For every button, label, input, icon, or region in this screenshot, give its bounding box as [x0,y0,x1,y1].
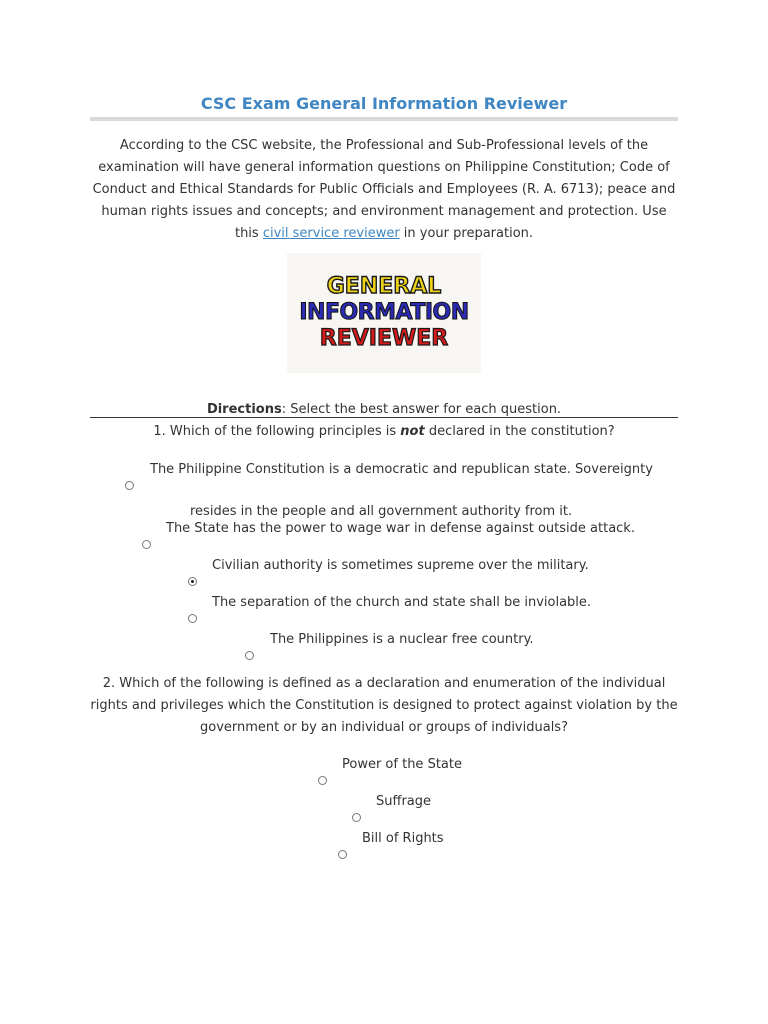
general-information-reviewer-logo [287,253,481,373]
q1-option-1-label-line2: resides in the people and all government authority from it. [190,504,573,519]
intro-paragraph [90,135,678,245]
intro-text: According to the CSC website, the Professional and Sub-Professional levels of the examination will have general information questions on Philippine Constitution; Code of Conduct and Ethical Standards for Public Officials and Employees (R. A. 6713); peace and human rights issues and concepts; and environment management and protection. Use this [92,138,676,241]
q1-option-2-radio[interactable] [142,540,151,549]
q2-option-2-radio[interactable] [352,813,361,822]
directions [0,402,768,417]
q1-option-2-label: The State has the power to wage war in defense against outside attack. [166,521,635,536]
question-1-suffix: declared in the constitution? [424,424,615,439]
logo-line-general: GENERAL [326,274,442,300]
logo-line-information: INFORMATION [299,300,469,326]
directions-divider [90,417,678,418]
q1-option-3-label: Civilian authority is sometimes supreme over the military. [212,558,589,573]
civil-service-reviewer-link[interactable]: civil service reviewer [262,226,400,241]
question-1-text [90,421,678,443]
q2-option-1-radio[interactable] [318,776,327,785]
directions-label: Directions [206,402,282,417]
q2-option-3-radio[interactable] [338,850,347,859]
question-1-emphasis: not [400,424,425,439]
q1-option-5-label: The Philippines is a nuclear free country. [270,632,534,647]
q2-option-2-label: Suffrage [376,794,432,809]
q1-option-1-radio[interactable] [125,481,134,490]
q1-option-4-label: The separation of the church and state shall be inviolable. [212,595,592,610]
title-divider [90,117,678,121]
question-2-text: 2. Which of the following is defined as a declaration and enumeration of the individual rights and privileges which the Constitution is designed to protect against violation by the government or by an individual or groups of individuals? [90,676,678,735]
q2-option-1-label: Power of the State [342,757,462,772]
logo-line-reviewer: REVIEWER [319,325,449,351]
q1-option-5-radio[interactable] [245,651,254,660]
intro-tail: in your preparation. [399,226,534,241]
q2-option-3-label: Bill of Rights [362,831,444,846]
page-title: CSC Exam General Information Reviewer [200,94,568,113]
q1-option-1-label-line1: The Philippine Constitution is a democratic and republican state. Sovereignty [150,462,653,477]
q1-option-3-radio[interactable] [188,577,197,586]
question-1-prefix: 1. Which of the following principles is [153,424,401,439]
directions-text: : Select the best answer for each question. [281,402,562,417]
q1-option-4-radio[interactable] [188,614,197,623]
